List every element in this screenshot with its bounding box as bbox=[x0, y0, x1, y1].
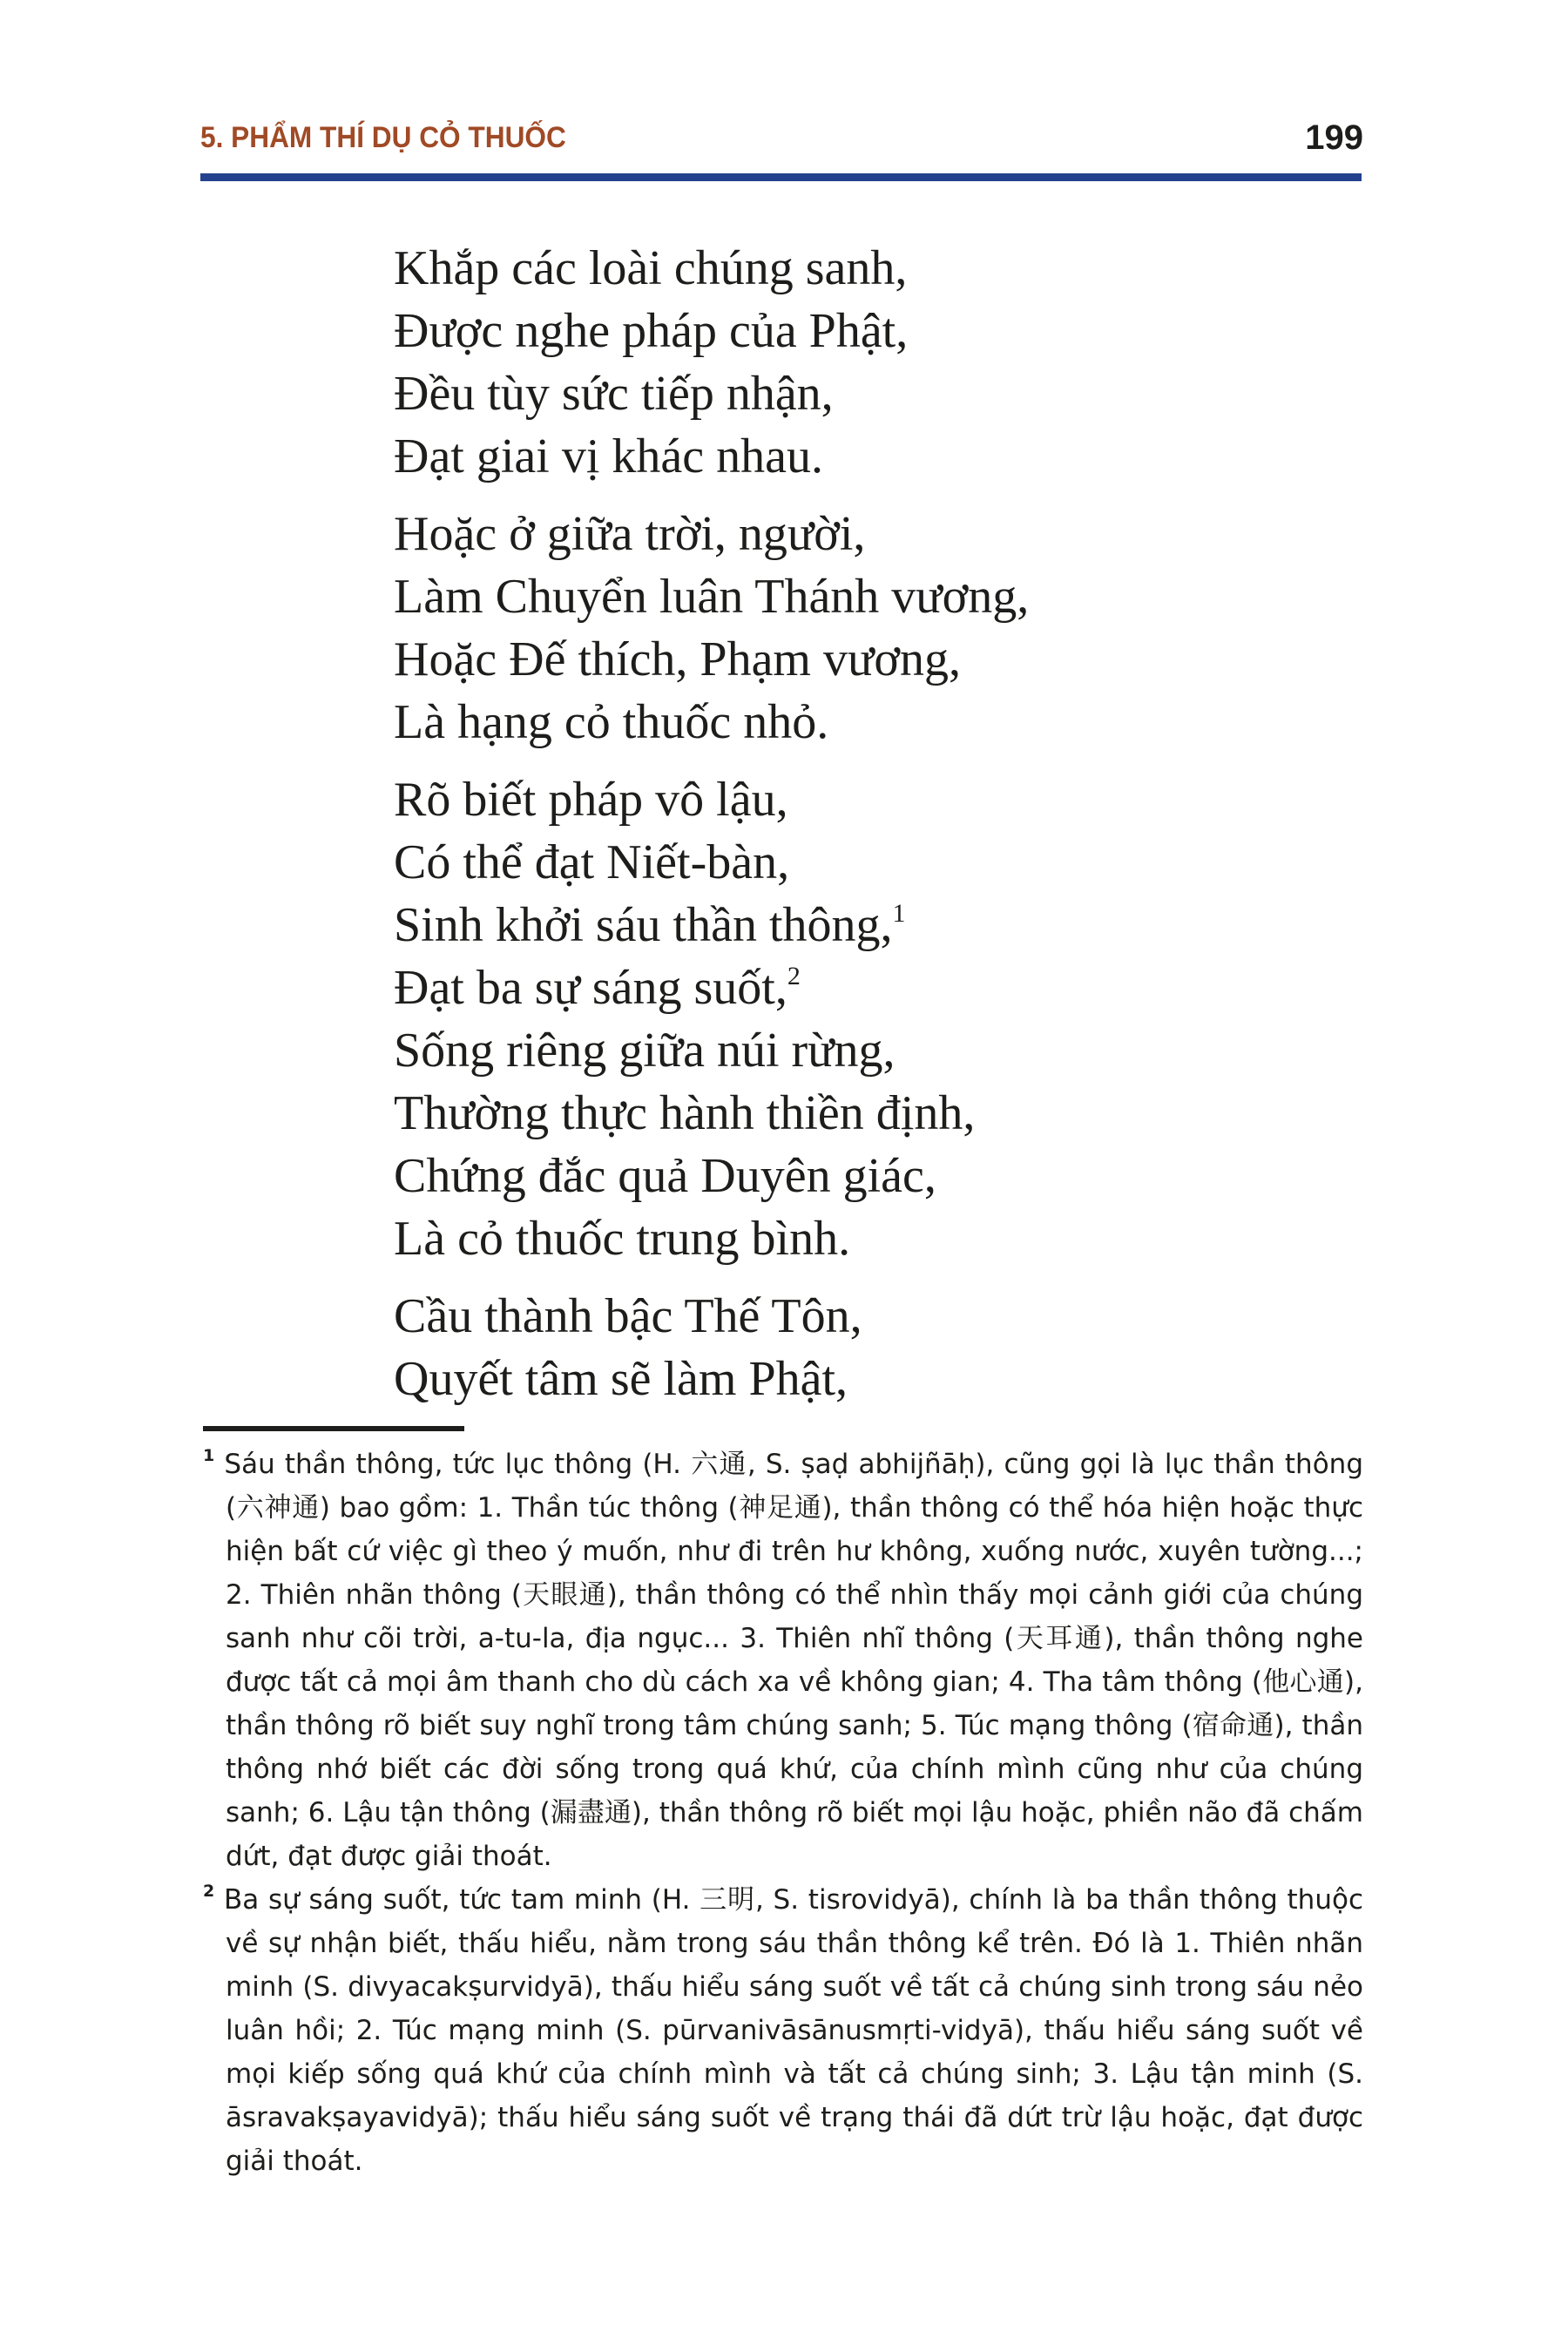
verse-line: Hoặc ở giữa trời, người, bbox=[394, 507, 866, 561]
verse-line: Hoặc Đế thích, Phạm vương, bbox=[394, 632, 961, 686]
verse-line: Là cỏ thuốc trung bình. bbox=[394, 1212, 851, 1266]
verse-line: Đạt giai vị khác nhau. bbox=[394, 429, 823, 483]
footnote-separator bbox=[203, 1426, 464, 1431]
footnote-marker: 1 bbox=[203, 1446, 215, 1465]
chapter-title: 5. PHẨM THÍ DỤ CỎ THUỐC bbox=[200, 121, 566, 154]
verse-line: Cầu thành bậc Thế Tôn, bbox=[394, 1289, 862, 1343]
page-number: 199 bbox=[1305, 118, 1363, 157]
page-header bbox=[200, 120, 1363, 155]
verse-line: Được nghe pháp của Phật, bbox=[394, 304, 909, 358]
verse-line: Đạt ba sự sáng suốt,$^2$ bbox=[394, 961, 801, 1015]
stanza bbox=[394, 237, 1265, 488]
stanza bbox=[394, 768, 1265, 1270]
verse-line: Có thể đạt Niết-bàn, bbox=[394, 835, 790, 889]
stanza bbox=[394, 1285, 1265, 1410]
verse-line: Thường thực hành thiền định, bbox=[394, 1086, 976, 1140]
verse-line: Sống riêng giữa núi rừng, bbox=[394, 1024, 896, 1078]
header-rule bbox=[200, 173, 1362, 181]
footnote-ref: 2 bbox=[787, 962, 801, 990]
verse-line: Là hạng cỏ thuốc nhỏ. bbox=[394, 695, 829, 749]
verse-line: Quyết tâm sẽ làm Phật, bbox=[394, 1352, 848, 1406]
footnotes bbox=[203, 1443, 1363, 2183]
verse-line: Khắp các loài chúng sanh, bbox=[394, 241, 908, 295]
stanza bbox=[394, 503, 1265, 754]
verse-line: Rõ biết pháp vô lậu, bbox=[394, 773, 788, 827]
verse-line: Đều tùy sức tiếp nhận, bbox=[394, 367, 834, 421]
verse-block bbox=[394, 237, 1265, 1425]
footnote-marker: 2 bbox=[203, 1882, 215, 1901]
verse-line: Sinh khởi sáu thần thông,$^1$ bbox=[394, 898, 906, 952]
footnote: $^2$ Ba sự sáng suốt, tức tam minh (H. 三明, S. tisrovidyā), chính là ba thần thông thuộc về sự nhận biết, thấu hiểu, nằm trong sáu thần thông kể trên. Đó là 1. Thiên nhãn minh (S. divyacakṣurvidyā), thấu hiểu sáng suốt về tất cả chúng sinh trong sáu nẻo luân hồi; 2. Túc mạng minh (S. pūrvanivāsānusmṛti-vidyā), thấu hiểu sáng suốt về mọi kiếp sống quá khứ của chính mình và tất cả chúng sinh; 3. Lậu tận minh (S. āsravakṣayavidyā); thấu hiểu sáng suốt về trạng thái đã dứt trừ lậu hoặc, đạt được giải thoát. bbox=[203, 1882, 1363, 2177]
footnote: $^1$ Sáu thần thông, tức lục thông (H. 六通, S. ṣaḍ abhijñāḥ), cũng gọi là lục thần thông (六神通) bao gồm: 1. Thần túc thông (神足通), thần thông có thể hóa hiện hoặc thực hiện bất cứ việc gì theo ý muốn, như đi trên hư không, xuống nước, xuyên tường...; 2. Thiên nhãn thông (天眼通), thần thông có thể nhìn thấy mọi cảnh giới của chúng sanh như cõi trời, a-tu-la, địa ngục... 3. Thiên nhĩ thông (天耳通), thần thông nghe được tất cả mọi âm thanh cho dù cách xa về không gian; 4. Tha tâm thông (他心通), thần thông rõ biết suy nghĩ trong tâm chúng sanh; 5. Túc mạng thông (宿命通), thần thông nhớ biết các đời sống trong quá khứ, của chính mình cũng như của chúng sanh; 6. Lậu tận thông (漏盡通), thần thông rõ biết mọi lậu hoặc, phiền não đã chấm dứt, đạt được giải thoát. bbox=[203, 1446, 1363, 1872]
verse-line: Làm Chuyển luân Thánh vương, bbox=[394, 570, 1030, 624]
footnote-ref: 1 bbox=[892, 899, 906, 928]
verse-line: Chứng đắc quả Duyên giác, bbox=[394, 1149, 936, 1203]
